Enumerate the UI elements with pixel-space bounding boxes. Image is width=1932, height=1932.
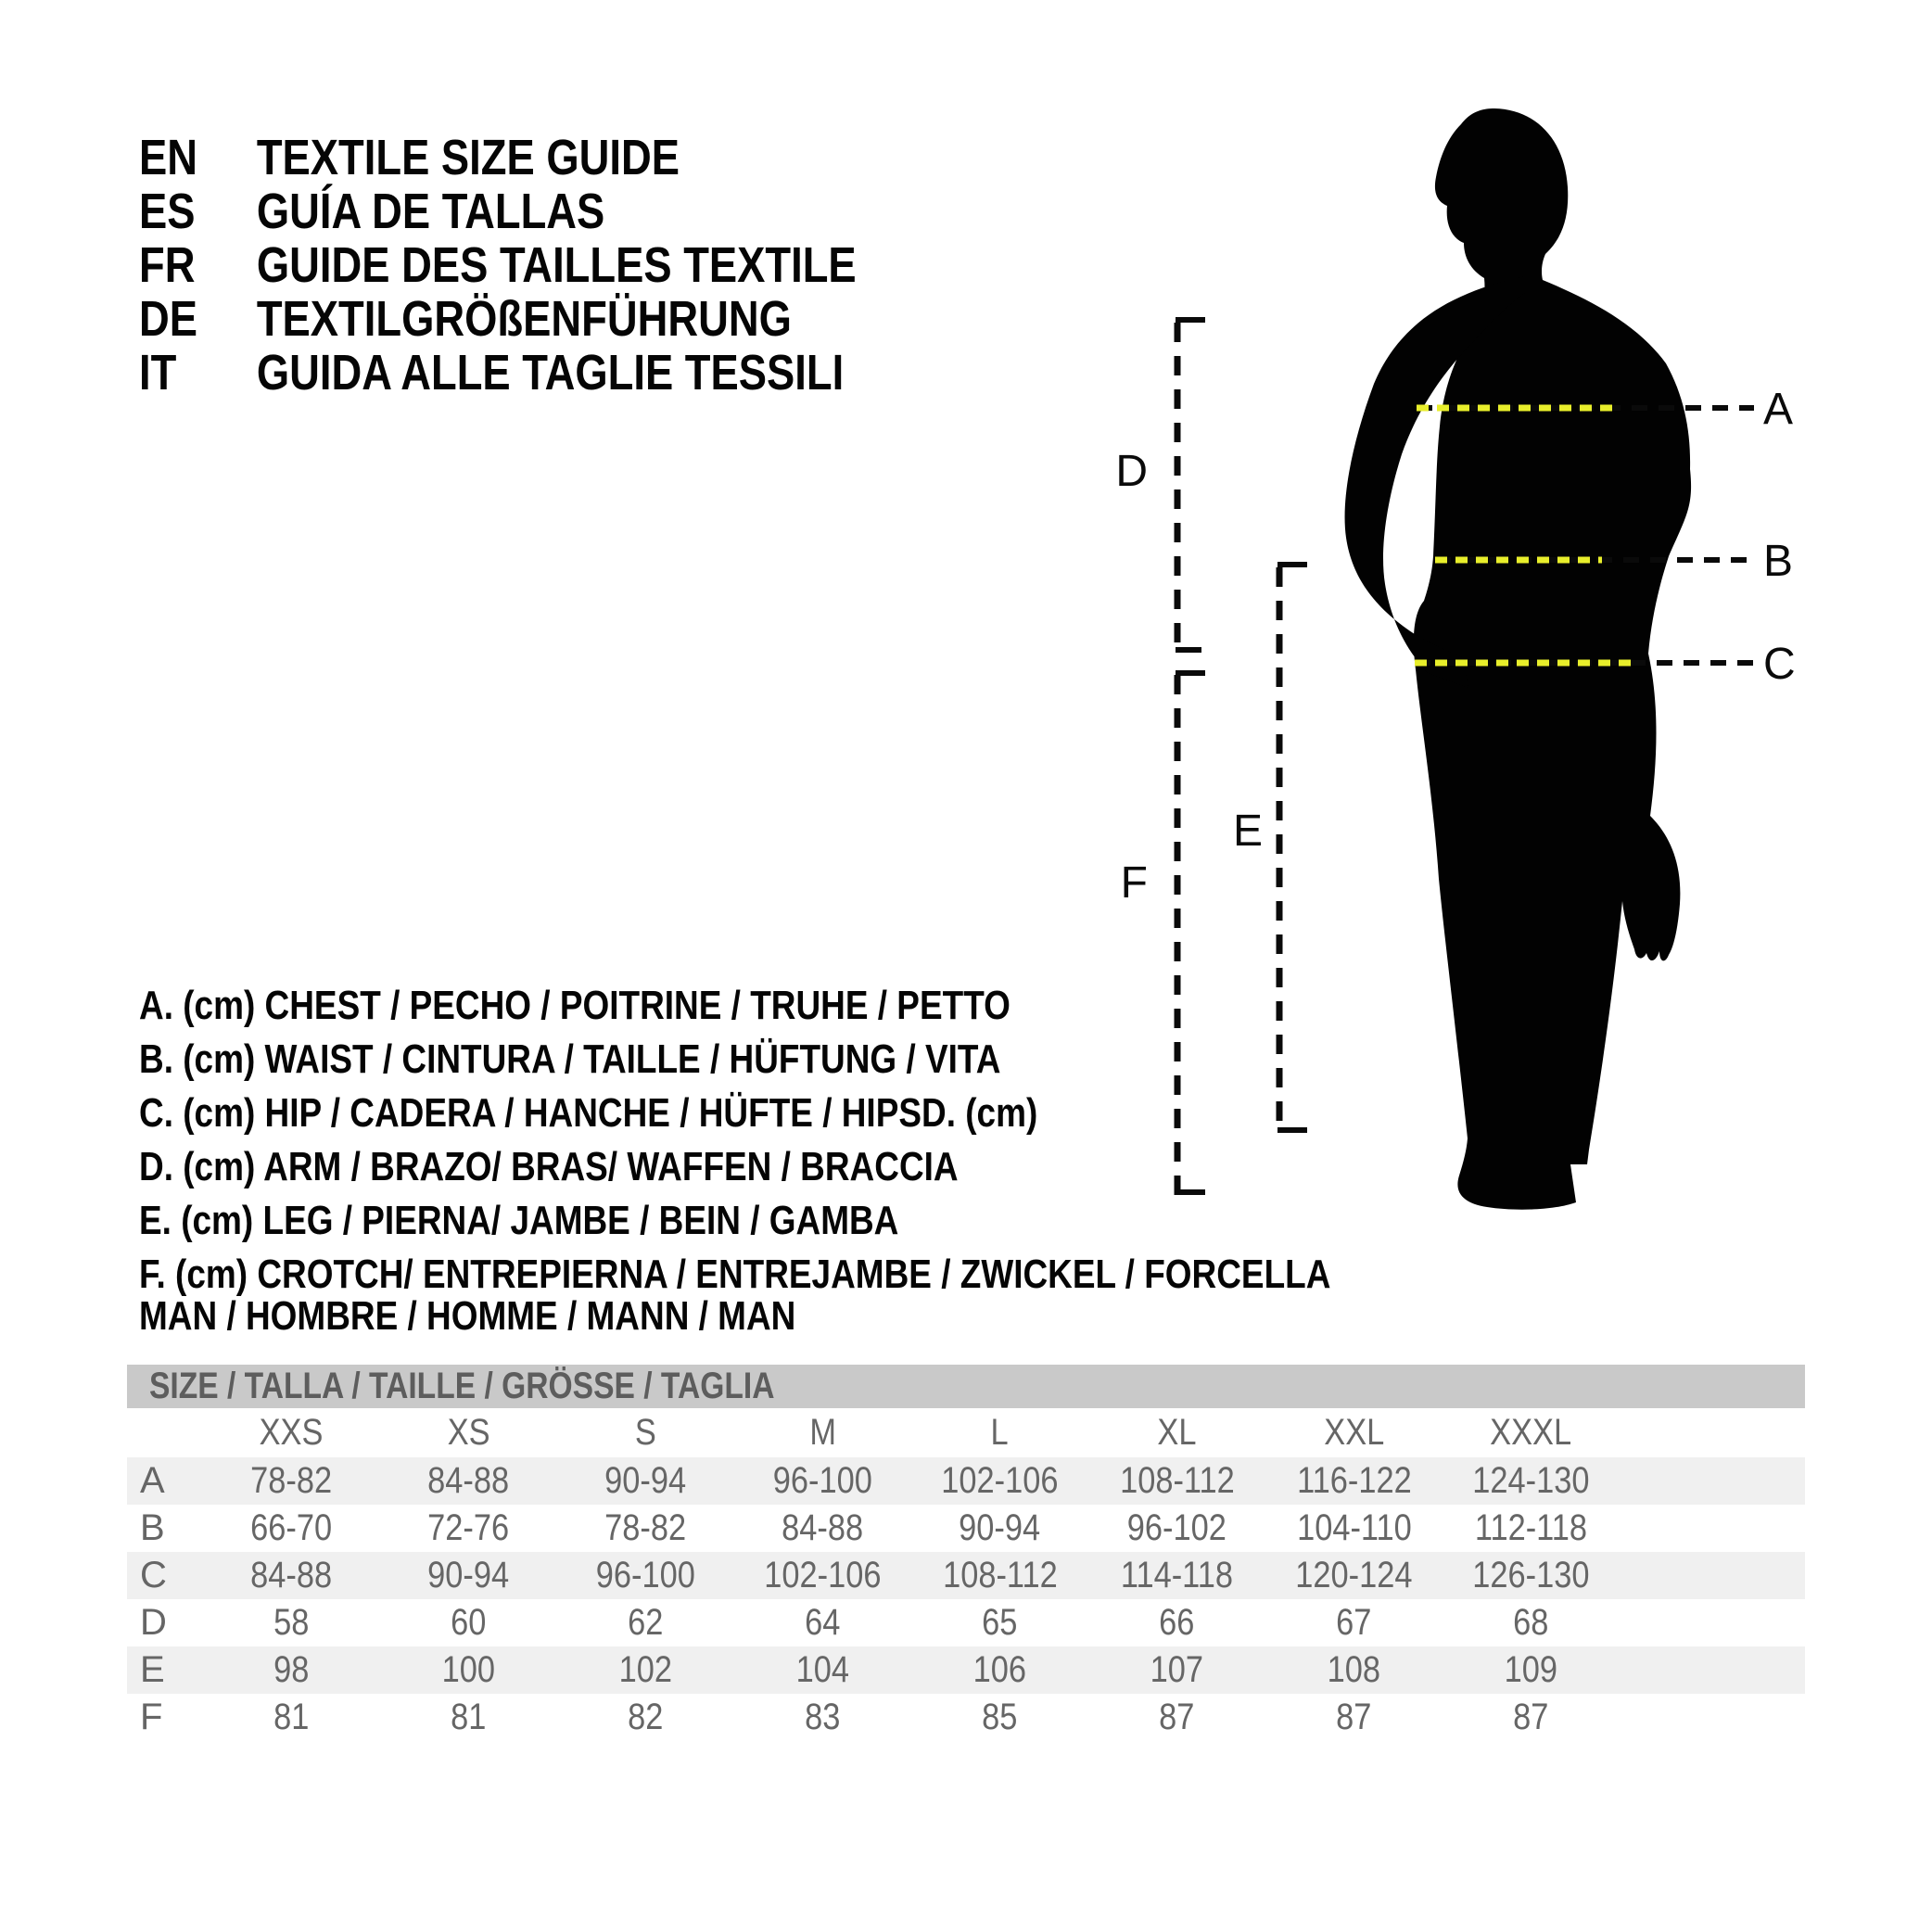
- language-title: TEXTILGRÖßENFÜHRUNG: [256, 291, 792, 347]
- table-cell: 96-100: [772, 1460, 873, 1501]
- table-cell: 126-130: [1472, 1555, 1590, 1595]
- legend-line-f: F. (cm) CROTCH/ ENTREPIERNA / ENTREJAMBE / ZWICKEL / FORCELLA: [139, 1252, 1331, 1297]
- table-cell: 64: [805, 1602, 841, 1643]
- table-cell: 106: [972, 1649, 1027, 1690]
- table-cell: 98: [273, 1649, 310, 1690]
- table-cell: 85: [982, 1697, 1018, 1737]
- table-cell: 90-94: [427, 1555, 510, 1595]
- language-title: GUÍA DE TALLAS: [256, 184, 605, 239]
- table-cell: 78-82: [604, 1507, 687, 1548]
- size-header-xs: XS: [447, 1412, 490, 1453]
- table-cell: 68: [1513, 1602, 1549, 1643]
- row-label: E: [140, 1649, 165, 1690]
- language-title: GUIDE DES TAILLES TEXTILE: [256, 237, 857, 293]
- table-cell: 108-112: [942, 1555, 1058, 1595]
- size-header-xxs: XXS: [260, 1412, 324, 1453]
- size-header-l: L: [990, 1412, 1010, 1453]
- table-cell: 90-94: [604, 1460, 687, 1501]
- table-row-b: [127, 1505, 1805, 1552]
- table-row-f: [127, 1694, 1805, 1741]
- language-code: DE: [139, 291, 198, 347]
- legend-line-d: D. (cm) ARM / BRAZO/ BRAS/ WAFFEN / BRACCIA: [139, 1144, 959, 1189]
- size-header-s: S: [635, 1412, 656, 1453]
- row-label: A: [140, 1460, 165, 1501]
- table-cell: 72-76: [427, 1507, 510, 1548]
- label-chest-a: A: [1763, 385, 1794, 434]
- table-cell: 96-100: [595, 1555, 696, 1595]
- table-cell: 62: [628, 1602, 664, 1643]
- table-row-e: [127, 1646, 1805, 1694]
- table-cell: 58: [273, 1602, 310, 1643]
- table-cell: 90-94: [959, 1507, 1041, 1548]
- language-code: IT: [139, 345, 177, 400]
- language-title: GUIDA ALLE TAGLIE TESSILI: [256, 345, 845, 400]
- table-row-a: [127, 1457, 1805, 1505]
- label-leg-e: E: [1232, 807, 1263, 856]
- table-cell: 107: [1150, 1649, 1204, 1690]
- size-table-title: SIZE / TALLA / TAILLE / GRÖSSE / TAGLIA: [149, 1366, 775, 1406]
- table-cell: 96-102: [1126, 1507, 1227, 1548]
- table-cell: 81: [273, 1697, 310, 1737]
- table-cell: 82: [628, 1697, 664, 1737]
- table-cell: 120-124: [1295, 1555, 1413, 1595]
- table-cell: 67: [1336, 1602, 1372, 1643]
- row-label: B: [140, 1507, 165, 1548]
- language-code: ES: [139, 184, 196, 239]
- table-cell: 84-88: [250, 1555, 333, 1595]
- size-header-xxxl: XXXL: [1490, 1412, 1572, 1453]
- table-cell: 87: [1513, 1697, 1549, 1737]
- table-cell: 108: [1327, 1649, 1381, 1690]
- label-hip-c: C: [1763, 640, 1796, 689]
- legend-line-e: E. (cm) LEG / PIERNA/ JAMBE / BEIN / GAMBA: [139, 1198, 899, 1243]
- table-cell: 100: [441, 1649, 496, 1690]
- table-row-d: [127, 1599, 1805, 1646]
- size-header-xl: XL: [1157, 1412, 1197, 1453]
- table-cell: 114-118: [1120, 1555, 1234, 1595]
- table-cell: 112-118: [1474, 1507, 1588, 1548]
- table-cell: 104: [795, 1649, 850, 1690]
- table-cell: 84-88: [427, 1460, 510, 1501]
- table-cell: 65: [982, 1602, 1018, 1643]
- language-code: FR: [139, 237, 196, 293]
- label-arm-d: D: [1115, 447, 1148, 496]
- table-cell: 108-112: [1119, 1460, 1235, 1501]
- table-cell: 81: [451, 1697, 487, 1737]
- size-table-header-row: [127, 1408, 1805, 1457]
- table-cell: 66: [1159, 1602, 1195, 1643]
- table-row-c: [127, 1552, 1805, 1599]
- row-label: C: [140, 1555, 167, 1595]
- legend-line-a: A. (cm) CHEST / PECHO / POITRINE / TRUHE / PETTO: [139, 983, 1010, 1028]
- table-cell: 84-88: [782, 1507, 864, 1548]
- table-cell: 87: [1336, 1697, 1372, 1737]
- table-cell: 104-110: [1296, 1507, 1412, 1548]
- row-label: D: [140, 1602, 167, 1643]
- size-header-xxl: XXL: [1323, 1412, 1385, 1453]
- table-cell: 102: [618, 1649, 673, 1690]
- table-cell: 102-106: [941, 1460, 1059, 1501]
- table-cell: 83: [805, 1697, 841, 1737]
- table-cell: 116-122: [1296, 1460, 1412, 1501]
- size-table-title-bar: [127, 1365, 1805, 1408]
- table-cell: 109: [1504, 1649, 1558, 1690]
- label-waist-b: B: [1763, 537, 1794, 586]
- label-crotch-f: F: [1120, 858, 1148, 908]
- size-header-m: M: [809, 1412, 836, 1453]
- table-cell: 124-130: [1472, 1460, 1590, 1501]
- language-code: EN: [139, 130, 198, 185]
- table-cell: 102-106: [764, 1555, 882, 1595]
- table-cell: 87: [1159, 1697, 1195, 1737]
- table-cell: 60: [451, 1602, 487, 1643]
- language-title: TEXTILE SIZE GUIDE: [256, 130, 680, 185]
- table-cell: 78-82: [250, 1460, 333, 1501]
- legend-line-c: C. (cm) HIP / CADERA / HANCHE / HÜFTE / HIPSD. (cm): [139, 1090, 1038, 1136]
- legend-line-b: B. (cm) WAIST / CINTURA / TAILLE / HÜFTUNG / VITA: [139, 1036, 1001, 1082]
- gender-line: MAN / HOMBRE / HOMME / MANN / MAN: [139, 1293, 796, 1339]
- measurement-legend: [139, 979, 1557, 1302]
- row-label: F: [140, 1697, 163, 1737]
- size-table: [127, 1365, 1805, 1741]
- table-cell: 66-70: [250, 1507, 333, 1548]
